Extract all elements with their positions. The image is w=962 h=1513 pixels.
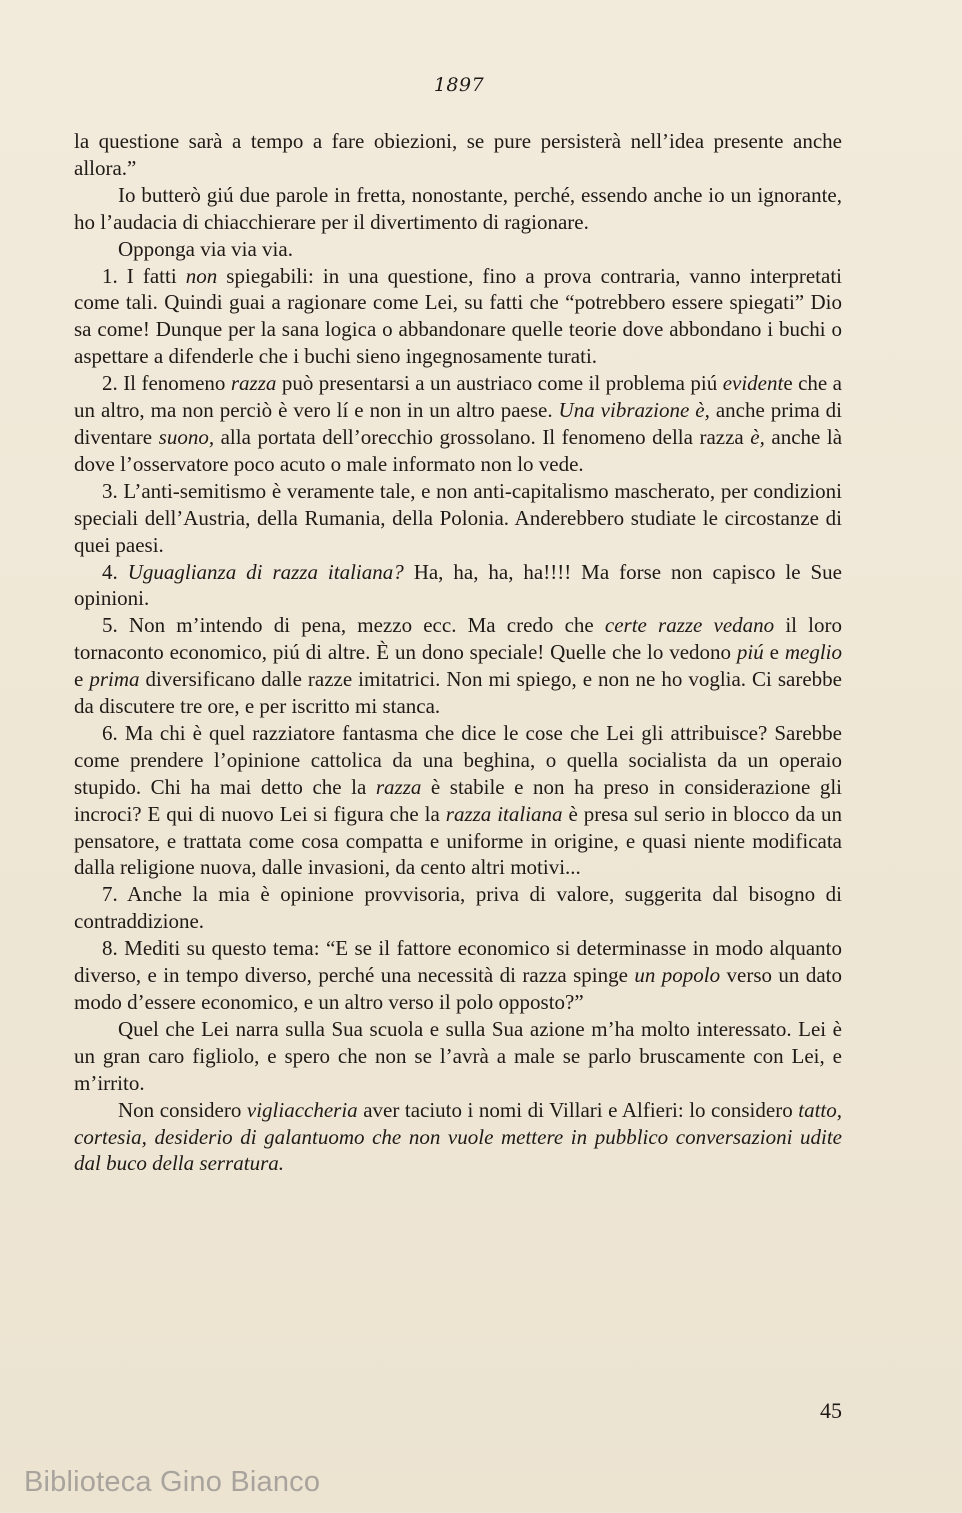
library-watermark: Biblioteca Gino Bianco bbox=[24, 1466, 321, 1498]
paragraph bbox=[74, 236, 842, 263]
letter-body-text bbox=[74, 128, 842, 1177]
italic-text-segment: Uguaglianza di razza italiana? bbox=[127, 559, 404, 584]
text-segment: anche prima di diventare bbox=[74, 398, 843, 449]
numbered-paragraph bbox=[74, 612, 842, 720]
numbered-paragraph bbox=[74, 478, 842, 559]
italic-text-segment: certe razze vedano bbox=[604, 613, 775, 638]
numbered-paragraph bbox=[74, 370, 842, 478]
text-segment: 2. Il fenomeno bbox=[102, 371, 231, 396]
text-segment: diversificano dalle razze imitatrici. Non mi spiego, e non ne ho voglia. Ci sarebbe da discutere tre ore, e per iscritto mi stanca. bbox=[74, 667, 842, 719]
running-head-year: 1897 bbox=[433, 74, 485, 96]
italic-text-segment: evident bbox=[722, 371, 784, 396]
italic-text-segment: meglio bbox=[784, 640, 842, 665]
text-segment: 5. Non m’intendo di pena, mezzo ecc. Ma credo che bbox=[102, 613, 605, 638]
text-segment: e bbox=[74, 667, 90, 692]
text-segment: aver taciuto i nomi di Villari e Alfieri: lo considero bbox=[357, 1097, 799, 1122]
italic-text-segment: razza bbox=[230, 371, 277, 396]
text-segment: 3. L’anti-semitismo è veramente tale, e non anti-capitalismo mascherato, per condizioni speciali dell’Austria, della Rumania, della Polonia. Anderebbero studiate le circostanze di quei paesi. bbox=[74, 478, 842, 557]
text-segment: Non considero bbox=[118, 1097, 247, 1122]
text-segment: la questione sarà a tempo a fare obiezioni, se pure persisterà nell’idea presente anche allora.” bbox=[74, 129, 842, 180]
text-segment: può presentarsi a un austriaco come il problema piú bbox=[276, 371, 723, 396]
text-segment: 1. I fatti bbox=[102, 263, 186, 288]
text-segment: anche là dove l’osservatore poco acuto o male informato non lo vede. bbox=[74, 424, 843, 476]
italic-text-segment: razza italiana bbox=[445, 801, 563, 826]
numbered-paragraph bbox=[74, 720, 842, 881]
page-number: 45 bbox=[820, 1398, 842, 1423]
italic-text-segment: è, bbox=[750, 424, 765, 449]
italic-text-segment: tatto, cortesia, desiderio di galantuomo che non vuole mettere in pubblico conversazioni udite dal buco della serratura. bbox=[74, 1097, 842, 1176]
text-segment: verso un dato modo d’essere economico, e un altro verso il polo opposto?” bbox=[74, 963, 842, 1014]
text-segment: 4. bbox=[102, 559, 128, 584]
italic-text-segment: piú bbox=[736, 640, 764, 665]
text-segment: il loro tornaconto economico, piú di altre. È un dono speciale! Quelle che lo vedono bbox=[74, 613, 842, 665]
text-segment: 7. Anche la mia è opinione provvisoria, priva di valore, suggerita dal bisogno di contraddizione. bbox=[74, 882, 842, 934]
text-segment: alla portata dell’orecchio grossolano. Il fenomeno della razza bbox=[214, 424, 751, 449]
text-segment: Quel che Lei narra sulla Sua scuola e sulla Sua azione m’ha molto interessato. Lei è un gran caro figliolo, e spero che non se l’avrà a male se parlo bruscamente con Lei, e m’irrito. bbox=[74, 1016, 842, 1095]
text-segment: e bbox=[763, 640, 785, 665]
italic-text-segment: vigliaccheria bbox=[246, 1097, 358, 1122]
text-segment: 6. Ma chi è quel razziatore fantasma che dice le cose che Lei gli attribuisce? Sarebbe come prendere l’opinione cattolica da una beghina, o quella socialista da un operaio stupido. Chi ha mai detto che la bbox=[74, 720, 842, 799]
text-segment: spiegabili: in una questione, fino a prova contraria, vanno interpretati come tali. Quindi guai a ragionare come Lei, su fatti che “potrebbero essere spiegati” Dio sa come! Dunque per la sana logica o abbandonare quelle teorie dove abbondano i buchi o aspettare a difenderle che i buchi sieno ingegnosamente turati. bbox=[74, 263, 842, 369]
numbered-paragraph bbox=[74, 935, 842, 1016]
text-segment: è stabile e non ha preso in considerazione gli incroci? E qui di nuovo Lei si figura che la bbox=[74, 774, 843, 826]
paragraph bbox=[74, 182, 842, 236]
text-segment: è presa sul serio in blocco da un pensatore, e trattata come cosa compatta e uniforme in origine, e quasi niente modificata dalla religione nuova, dalle invasioni, da cento altri motivi... bbox=[74, 801, 842, 880]
text-segment: Ha, ha, ha, ha!!!! Ma forse non capisco le Sue opinioni. bbox=[74, 559, 842, 611]
paragraph bbox=[74, 1097, 842, 1178]
italic-text-segment: non bbox=[185, 263, 218, 288]
paragraph bbox=[74, 128, 842, 182]
paragraph bbox=[74, 1016, 842, 1097]
numbered-paragraph bbox=[74, 263, 842, 371]
numbered-paragraph bbox=[74, 881, 842, 935]
italic-text-segment: razza bbox=[375, 774, 422, 799]
italic-text-segment: prima bbox=[89, 667, 140, 692]
text-segment: Opponga via via via. bbox=[118, 236, 293, 261]
text-segment: e che a un altro, ma non perciò è vero lí e non in un altro paese. bbox=[74, 371, 842, 423]
text-segment: 8. Mediti su questo tema: “E se il fattore economico si determinasse in modo alquanto diverso, e in tempo diverso, perché una necessità di razza spinge bbox=[74, 936, 842, 988]
text-segment: Io butterò giú due parole in fretta, nonostante, perché, essendo anche io un ignorante, ho l’audacia di chiacchierare per il divertimento di ragionare. bbox=[74, 182, 842, 234]
italic-text-segment: un popolo bbox=[634, 963, 721, 988]
italic-text-segment: Una vibrazione è, bbox=[558, 398, 710, 423]
numbered-paragraph bbox=[74, 559, 842, 613]
italic-text-segment: suono, bbox=[158, 424, 215, 449]
